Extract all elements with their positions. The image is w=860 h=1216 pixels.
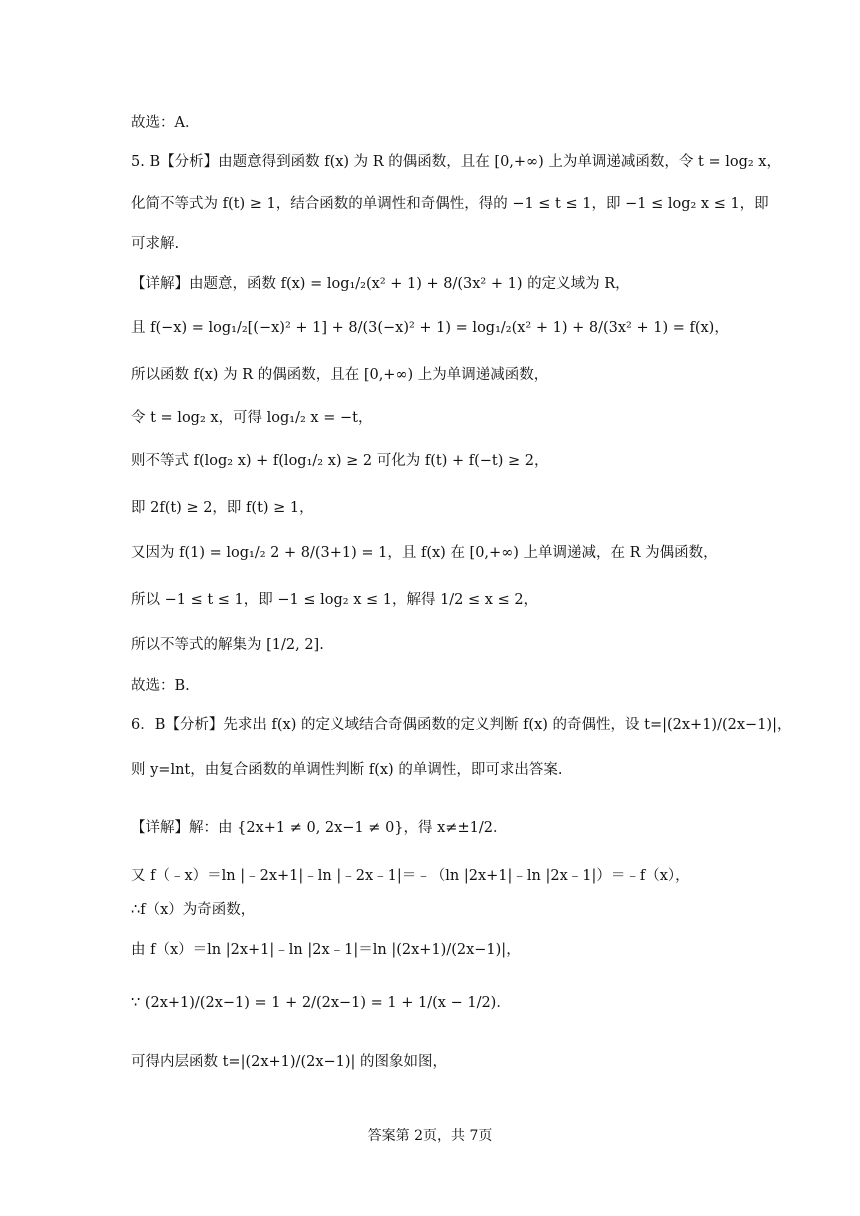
detail-line: 又因为 f(1) = log₁/₂ 2 + 8/(3+1) = 1，且 f(x) 在 [0,+∞) 上单调递减，在 R 为偶函数， (131, 545, 718, 561)
detail-line: 可得内层函数 t=|(2x+1)/(2x−1)| 的图象如图， (131, 1054, 448, 1070)
page-footer: 答案第 2页，共 7页 (367, 1128, 493, 1144)
detail-line: ∵ (2x+1)/(2x−1) = 1 + 2/(2x−1) = 1 + 1/(x − 1/2)． (131, 995, 511, 1011)
detail-line: 且 f(−x) = log₁/₂[(−x)² + 1] + 8/(3(−x)² + 1) = log₁/₂(x² + 1) + 8/(3x² + 1) = f(x)， (131, 320, 729, 336)
detail-line: 所以不等式的解集为 [1/2, 2]. (131, 637, 324, 653)
analysis-line: 化简不等式为 f(t) ≥ 1，结合函数的单调性和奇偶性，得的 −1 ≤ t ≤ 1，即 −1 ≤ log₂ x ≤ 1，即 (131, 196, 769, 212)
detail-line: ∴f（x）为奇函数， (131, 902, 256, 918)
detail-line: 即 2f(t) ≥ 2，即 f(t) ≥ 1， (131, 500, 314, 516)
analysis-line: 5. B【分析】由题意得到函数 f(x) 为 R 的偶函数，且在 [0,+∞) 上为单调递减函数，令 t = log₂ x， (131, 154, 781, 170)
detail-line: 令 t = log₂ x，可得 log₁/₂ x = −t， (131, 410, 373, 426)
analysis-line: 则 y=lnt，由复合函数的单调性判断 f(x) 的单调性，即可求出答案. (131, 762, 563, 778)
answer-line: 故选：B. (131, 678, 190, 694)
detail-line: 由 f（x）＝ln |2x+1|﹣ln |2x﹣1|＝ln |(2x+1)/(2x−1)|， (131, 942, 521, 958)
detail-line: 【详解】解：由 {2x+1 ≠ 0, 2x−1 ≠ 0}，得 x≠±1/2． (131, 820, 508, 836)
detail-line: 所以函数 f(x) 为 R 的偶函数，且在 [0,+∞) 上为单调递减函数， (131, 367, 549, 383)
detail-line: 所以 −1 ≤ t ≤ 1，即 −1 ≤ log₂ x ≤ 1，解得 1/2 ≤ x ≤ 2， (131, 592, 539, 608)
detail-line: 又 f（﹣x）＝ln |﹣2x+1|﹣ln |﹣2x﹣1|＝﹣（ln |2x+1|﹣ln |2x﹣1|）＝﹣f（x）， (131, 868, 690, 884)
answer-line: 故选：A． (131, 115, 200, 131)
analysis-line: 6．B【分析】先求出 f(x) 的定义域结合奇偶函数的定义判断 f(x) 的奇偶性，设 t=|(2x+1)/(2x−1)|， (131, 717, 792, 733)
analysis-line: 可求解. (131, 236, 180, 252)
detail-line: 则不等式 f(log₂ x) + f(log₁/₂ x) ≥ 2 可化为 f(t) + f(−t) ≥ 2， (131, 453, 549, 469)
detail-line: 【详解】由题意，函数 f(x) = log₁/₂(x² + 1) + 8/(3x² + 1) 的定义域为 R， (131, 276, 630, 292)
